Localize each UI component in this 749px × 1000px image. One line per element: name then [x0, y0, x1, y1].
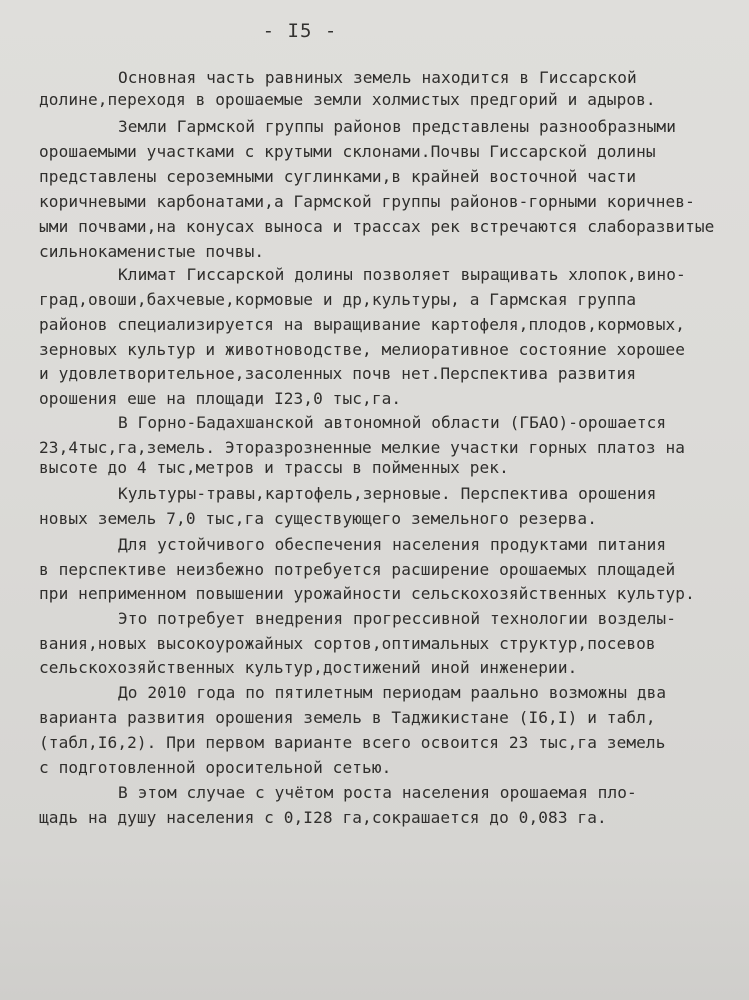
text-line: новых земель 7,0 тыс,га существующего земельного резерва.	[39, 509, 597, 528]
text-line: сельскохозяйственных культур,достижений иной инженерии.	[39, 658, 578, 677]
text-line: в перспективе неизбежно потребуется расширение орошаемых площадей	[39, 560, 676, 579]
text-line: орошения еше на площади I23,0 тыс,га.	[39, 389, 402, 408]
text-line: и удовлетворительное,засоленных почв нет.Перспектива развития	[39, 364, 637, 383]
text-line: (табл,I6,2). При первом варианте всего освоится 23 тыс,га земель	[39, 733, 666, 752]
text-line: Основная часть равниных земель находится в Гиссарской	[118, 68, 637, 87]
text-line: Климат Гиссарской долины позволяет выращивать хлопок,вино-	[118, 265, 686, 284]
text-line: В этом случае с учётом роста населения орошаемая пло-	[118, 783, 637, 802]
text-line: Для устойчивого обеспечения населения продуктами питания	[118, 535, 667, 554]
text-line: зерновых культур и животноводстве, мелиоративное состояние хорошее	[39, 340, 686, 359]
text-line: щадь на душу населения с 0,I28 га,сокрашается до 0,083 га.	[39, 808, 607, 827]
text-line: высоте до 4 тыс,метров и трассы в пойменных рек.	[39, 458, 509, 477]
text-line: Это потребует внедрения прогрессивной технологии возделы-	[118, 609, 676, 628]
text-line: долине,переходя в орошаемые земли холмистых предгорий и адыров.	[39, 90, 656, 109]
text-line: Земли Гармской группы районов представлены разнообразными	[118, 117, 676, 136]
page-number: - I5 -	[262, 20, 338, 42]
text-line: ыми почвами,на конусах выноса и трассах рек встречаются слаборазвитые	[39, 217, 715, 236]
text-line: Культуры-травы,картофель,зерновые. Перспектива орошения	[118, 484, 657, 503]
text-line: при неприменном повышении урожайности сельскохозяйственных культур.	[39, 584, 695, 603]
text-line: сильнокаменистые почвы.	[39, 242, 265, 261]
text-line: В Горно-Бадахшанской автономной области (ГБАО)-орошается	[118, 413, 667, 432]
text-line: коричневыми карбонатами,а Гармской группы районов-горными коричнев-	[39, 192, 695, 211]
text-line: вания,новых высокоурожайных сортов,оптимальных структур,посевов	[39, 634, 656, 653]
text-line: град,овоши,бахчевые,кормовые и др,культуры, а Гармская группа	[39, 290, 637, 309]
text-line: орошаемыми участками с крутыми склонами.Почвы Гиссарской долины	[39, 142, 656, 161]
text-line: 23,4тыс,га,земель. Эторазрозненные мелкие участки горных платоз на	[39, 438, 686, 457]
text-line: варианта развития орошения земель в Таджикистане (I6,I) и табл,	[39, 708, 656, 727]
text-line: районов специализируется на выращивание картофеля,плодов,кормовых,	[39, 315, 686, 334]
text-line: с подготовленной оросительной сетью.	[39, 758, 392, 777]
text-line: До 2010 года по пятилетным периодам раально возможны два	[118, 683, 667, 702]
text-line: представлены сероземными суглинками,в крайней восточной части	[39, 167, 637, 186]
